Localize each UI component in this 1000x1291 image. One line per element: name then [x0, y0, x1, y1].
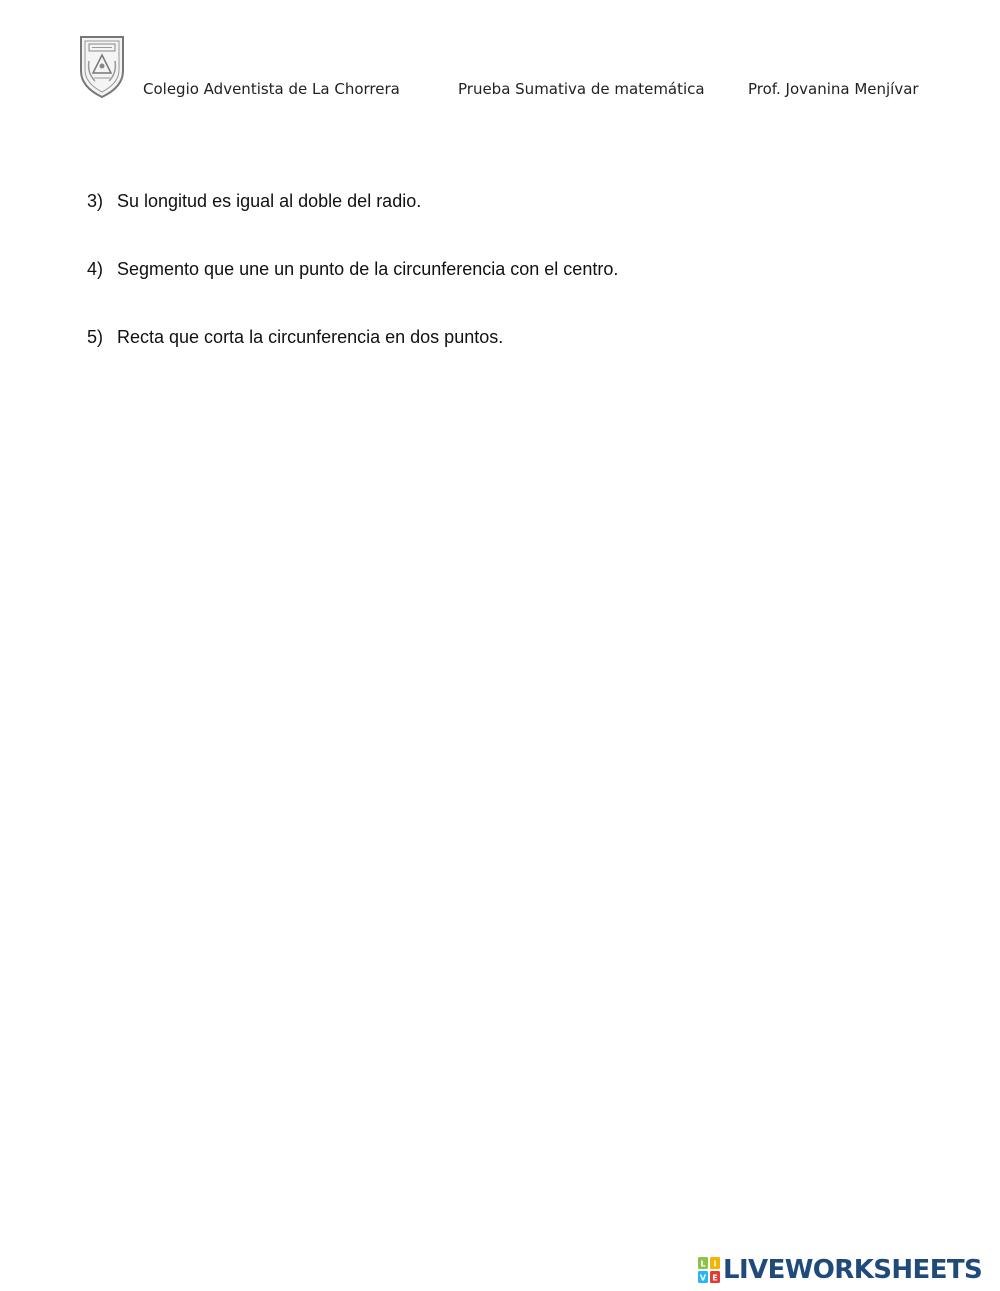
teacher-name: Prof. Jovanina Menjívar	[748, 80, 919, 98]
question-number: 4)	[87, 259, 104, 279]
question-number: 3)	[87, 191, 104, 211]
question-text: Segmento que une un punto de la circunferencia con el centro.	[117, 259, 619, 279]
liveworksheets-brand	[698, 1255, 982, 1285]
svg-text:E: E	[712, 1273, 718, 1283]
svg-text:V: V	[699, 1273, 707, 1283]
svg-text:L: L	[700, 1259, 706, 1269]
school-crest-icon	[78, 33, 126, 99]
question-item	[87, 327, 503, 348]
svg-text:I: I	[713, 1259, 717, 1269]
question-text: Su longitud es igual al doble del radio.	[117, 191, 422, 211]
school-name: Colegio Adventista de La Chorrera	[143, 80, 400, 98]
question-item	[87, 259, 618, 280]
question-item	[87, 191, 421, 212]
question-number: 5)	[87, 327, 104, 347]
question-text: Recta que corta la circunferencia en dos puntos.	[117, 327, 504, 347]
brand-name: LIVEWORKSHEETS	[723, 1255, 983, 1285]
liveworksheets-logo-icon	[698, 1257, 720, 1283]
test-title: Prueba Sumativa de matemática	[458, 80, 705, 98]
